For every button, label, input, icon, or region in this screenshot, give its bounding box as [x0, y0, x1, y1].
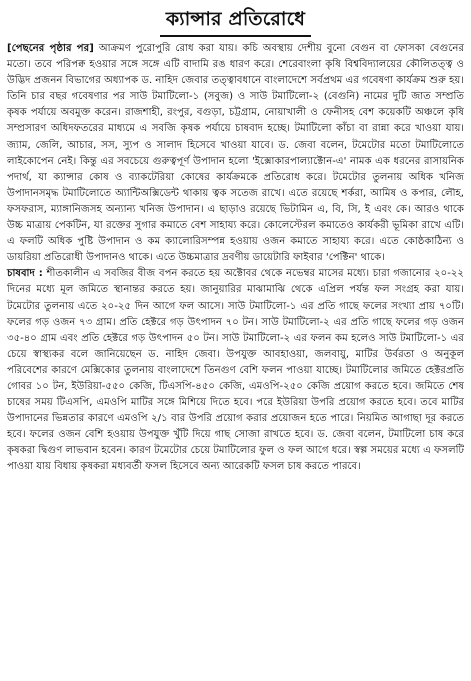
cultivation-label: চাষবাদ :	[7, 268, 43, 280]
continuation-tag: [পেছনের পৃষ্ঠার পর]	[7, 43, 94, 54]
paragraph-intro	[7, 41, 464, 266]
paragraph-cultivation	[7, 266, 464, 475]
continuation-tag-text: পেছনের পৃষ্ঠার পর	[11, 43, 90, 54]
paragraph-cultivation-text: শীতকালীন এ সবজির বীজ বপন করতে হয় অক্টোবর থেকে নভেম্বর মাসের মধ্যে। চারা গজানোর ২০-২২ দিনের মধ্যে মূল জমিতে স্থানান্তর করতে হয়। জানুয়ারির মাঝামাঝি থেকে এপ্রিল পর্যন্ত ফল সংগ্রহ করা যায়। টমেটোর তুলনায় এতে ২০-২৫ দিন আগে ফল আসে। সাউ টমাটিলো-১ এর প্রতি গাছে ফলের সংখ্যা প্রায় ৭০টি। ফলের গড় ওজন ৭৩ গ্রাম। প্রতি হেক্টরে গড় উৎপাদন ৭০ টন। সাউ টমাটিলো-২ এর প্রতি গাছে ফলের গড় ওজন ৩৫-৪০ গ্রাম এবং প্রতি হেক্টরে গড় উৎপাদন ৫০ টন। সাউ টমাটিলো-২ এর ফলন কম হলেও সাউ টমাটিলো-১ এর চেয়ে স্বাস্থ্যকর বলে জানিয়েছেন ড. নাহিদ জেবা। উপযুক্ত আবহাওয়া, জলবায়ু, মাটির উর্বরতা ও অনুকূল পরিবেশের কারণে মেক্সিকোর তুলনায় বাংলাদেশে তিনগুণ বেশি ফলন পাওয়া যাচ্ছে। টমাটিলোর জমিতে হেক্টরপ্রতি গোবর ১০ টন, ইউরিয়া-৫৫০ কেজি, টিএসপি-৪৫০ কেজি, এমওপি-২৫০ কেজি প্রয়োগ করতে হবে। জমিতে শেষ চাষের সময় টিএসপি, এমওপি মাটির সঙ্গে মিশিয়ে দিতে হবে। পরে ইউরিয়া উপরি প্রয়োগ করতে হবে। তবে মাটির উপাদানের ভিন্নতার কারণে এমওপি ২/১ বার উপরি প্রয়োগ করার প্রয়োজন হতে পারে। নিয়মিত আগাছা দূর করতে হবে। ফলের ওজন বেশি হওয়ায় উপযুক্ত খুঁটি দিয়ে গাছ সোজা রাখতে হবে। ড. জেবা বলেন, টমাটিলো চাষ করে কৃষকরা দ্বিগুণ লাভবান হবেন। কারণ টমেটোর চেয়ে টমাটিলোর ফুল ও ফল আগে ধরে। স্বল্প সময়ের মধ্যে এ ফসলটি পাওয়া যায় বিধায় কৃষকরা মধ্যবর্তী ফসল হিসেবে অন্য আরেকটি ফসল চাষ করতে পারবে।	[7, 268, 464, 473]
headline: ক্যান্সার প্রতিরোধে	[160, 6, 311, 37]
headline-container	[7, 6, 464, 37]
article-body	[7, 41, 464, 476]
paragraph-intro-text: আক্রমণ পুরোপুরি রোধ করা যায়। কচি অবস্থায় দেশীয় বুনো বেগুন বা ফোসকা বেগুনের মতো। তবে পরিপক্ব হওয়ার সঙ্গে সঙ্গে এটি বাদামি রঙ ধারণ করে। শেরেবাংলা কৃষি বিশ্ববিদ্যালয়ের কৌলিতত্ত্ব ও উদ্ভিদ প্রজনন বিভাগের অধ্যাপক ড. নাহিদ জেবার তত্ত্বাবধানে বাংলাদেশে সর্বপ্রথম এর গবেষণা কার্যক্রম শুরু হয়। তিনি চার বছর গবেষণার পর সাউ টমাটিলো-১ (সবুজ) ও সাউ টমাটিলো-২ (বেগুনি) নামের দুটি জাত সম্প্রতি কৃষক পর্যায়ে অবমুক্ত করেন। রাজশাহী, রংপুর, বগুড়া, চট্টগ্রাম, নোয়াখালী ও ফেনীসহ বেশ কয়েকটি অঞ্চলে কৃষি সম্প্রসারণ অধিদফতরের মাধ্যমে এ সবজি কৃষক পর্যায়ে চাষবাদ হচ্ছে। টমাটিলো কাঁচা বা রান্না করে খাওয়া যায়। জ্যাম, জেলি, আচার, সস, স্যুপ ও সালাদ হিসেবে খাওয়া যাবে। ড. জেবা বলেন, টমেটোর মতো টমাটিলোতে লাইকোপেন নেই। কিন্তু এর সবচেয়ে গুরুত্বপূর্ণ উপাদান হলো 'ইক্সোকারপাল্যাক্টোন-এ' নামক এক ধরনের রাসায়নিক পদার্থ, যা ক্যান্সার কোষ ও ব্যাকটেরিয়া কোষের কার্যক্রমকে প্রতিরোধ করে। টমেটোর তুলনায় অধিক খনিজ উপাদানসমৃদ্ধ টমাটিলোতে অ্যান্টিঅক্সিডেন্ট থাকায় ত্বক সতেজ রাখে। এতে রয়েছে শর্করা, আমিষ ও কপার, লৌহ, ফসফরাস, ম্যাঙ্গানিজসহ অন্যান্য খনিজ উপাদান। এ ছাড়াও রয়েছে ভিটামিন এ, বি, সি, ই এবং কে। আরও থাকে উচ্চ মাত্রায় পেকটিন, যা রক্তের সুগার কমাতে বেশ সাহায্য করে। কোলেস্টেরল কমাতেও কার্যকরী ভূমিকা রাখে এটি। এ ফলটি অধিক পুষ্টি উপাদান ও কম ক্যালোরিসম্পন্ন হওয়ায় ওজন কমাতে সাহায্য করে। এতে কোষ্ঠকাঠিন্য ও ডায়রিয়া প্রতিরোধী উপাদানও থাকে। এতে উচ্চমাত্রার দ্রবণীয় ডায়েটারি ফাইবার 'পেক্টিন' থাকে।	[7, 43, 464, 264]
